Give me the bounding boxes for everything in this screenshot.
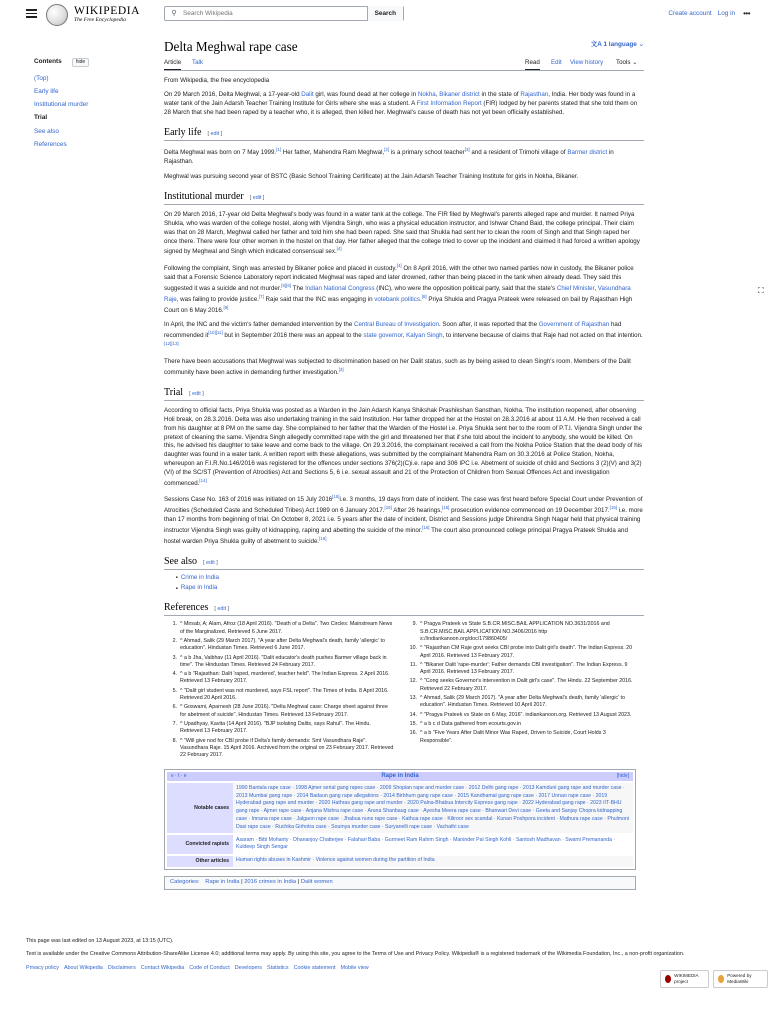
more-options-icon[interactable]: ••• <box>743 9 750 18</box>
text: The <box>291 284 306 292</box>
reference-item <box>404 678 644 693</box>
sidebar-expand-icon[interactable]: ⛶ <box>758 286 764 295</box>
navbox-title[interactable]: Rape in India <box>381 773 419 780</box>
main-menu-icon[interactable] <box>26 9 37 18</box>
reference-number: 2. <box>172 637 177 644</box>
last-edited: This page was last edited on 13 August 2023, at 13:15 (UTC). <box>26 938 174 944</box>
section-edit-link[interactable]: [ edit ] <box>249 194 265 201</box>
reference-text[interactable]: ^ Mirsab, A; Alam, Afroz (18 April 2016). "Death of a Delta". Two Circles: Mainstream News of the Marginalized. Retrieved 6 June 2017. <box>180 621 393 635</box>
reference-number: 10. <box>409 645 417 652</box>
text: Priya Shukla and Pragya Prateek were released on bail by Rajasthan High Court on 6 May 2016. <box>164 295 633 314</box>
translate-icon: 文A <box>590 41 604 48</box>
references-list <box>164 621 644 761</box>
citation[interactable]: [16] <box>422 524 430 530</box>
text: There have been accusations that Meghwal was subjected to discrimination based on her Dalit status, such as by being asked to clean Singh's room. Members of the Dalit community have been active in demanding further investigation. <box>164 358 631 376</box>
reference-number: 12. <box>409 678 417 685</box>
navbox-row <box>167 783 633 833</box>
navbox-group-label: Other articles <box>167 856 233 867</box>
wikimedia-logo[interactable] <box>660 970 709 988</box>
reference-item <box>164 655 404 670</box>
link-dalit[interactable]: Dalit <box>301 91 314 99</box>
text: The court also pronounced college principal Pragya Prateek Shukla and hostel warden Priya Shukla guilty of abetment to suicide. <box>164 526 628 545</box>
link-bikaner-district[interactable]: Bikaner district <box>439 91 480 99</box>
page-footer <box>26 938 726 972</box>
reference-item <box>404 662 644 677</box>
footer-logos <box>656 970 768 988</box>
toc-item-see-also[interactable]: See also <box>34 127 59 135</box>
edit-label: edit <box>210 130 220 137</box>
text: After 26 hearings, <box>391 507 443 515</box>
citation[interactable]: [14] <box>199 477 207 483</box>
page-tabs <box>164 58 644 71</box>
category-links: Categories: Rape in India | 2016 crimes in India | Dalit women <box>164 876 636 890</box>
category-2016-crimes-in-india[interactable]: 2016 crimes in India <box>244 878 297 885</box>
text: girl, was found dead at her college in <box>313 91 418 99</box>
intro-paragraph <box>164 91 644 117</box>
toc-hide-button[interactable]: hide <box>72 58 89 67</box>
heading-text: Early life <box>164 126 202 138</box>
link-rape-in-india[interactable]: Rape in India <box>180 584 218 592</box>
reference-number: 16. <box>409 730 417 737</box>
reference-text[interactable]: ^ Goswami, Aparnesh (28 June 2016). "Delta Meghwal case: Charge sheet against three for abetment of suicide". Hindustan Times. Retrieved 13 February 2017. <box>180 704 388 718</box>
heading-text: See also <box>164 555 198 567</box>
murder-paragraph-2 <box>164 263 644 315</box>
text: (INC), who were the opposition political party, said that the state's <box>374 284 557 292</box>
reference-item <box>164 671 404 686</box>
logo-tagline: The Free Encyclopedia <box>74 17 126 24</box>
reference-number: 11. <box>410 661 417 668</box>
references-column-right <box>404 621 644 761</box>
text: is a primary school teacher <box>389 149 465 157</box>
citation[interactable]: [3] <box>338 366 344 372</box>
section-heading-see-also <box>164 555 644 571</box>
link-kalyan-singh[interactable]: Kalyan Singh <box>406 332 443 340</box>
text: In April, the INC and the victim's father demanded intervention by the <box>164 321 355 329</box>
section-heading-references <box>164 601 644 617</box>
site-header <box>0 0 768 30</box>
edit-label: edit <box>217 605 227 612</box>
footer-link[interactable]: Contact Wikipedia <box>140 964 185 971</box>
citation[interactable]: [15] <box>442 505 450 511</box>
murder-paragraph-3 <box>164 321 644 352</box>
link-government-of-rajasthan[interactable]: Government of Rajasthan <box>538 321 610 329</box>
search-button[interactable]: Search <box>367 6 403 21</box>
murder-paragraph-4 <box>164 358 644 378</box>
navbox-group-label: Convicted rapists <box>167 835 233 854</box>
footer-link[interactable]: Cookie statement <box>293 964 336 971</box>
reference-text[interactable]: ^ a b "Rajasthan: Dalit 'raped, murdered', teacher held". The Indian Express. 2 April 2016. Retrieved 13 February 2017. <box>180 671 390 685</box>
text: , India. Her body was found in a water tank of the Jain Adarsh Teacher Training Institute for Girls where she was a student. A <box>164 91 636 108</box>
navbox-row <box>167 835 633 854</box>
text: . <box>420 295 422 303</box>
navbox-list[interactable]: Asaram · Bitti Mohanty · Dhananjoy Chatterjee · Falahari Baba · Gurmeet Ram Rahim Singh · Maninder Pal Singh Kohli · Santosh Madhavan · Swami Premananda · Kuldeep Singh Sengar <box>236 836 616 851</box>
text: Her father, Mahendra Ram Meghwal, <box>281 149 385 157</box>
link-crime-in-india[interactable]: Crime in India <box>180 574 219 582</box>
wikipedia-globe-icon <box>46 4 68 26</box>
references-column-left <box>164 621 404 761</box>
chevron-down-icon: ⌄ <box>638 41 644 48</box>
navbox-rows <box>167 783 633 866</box>
edit-label: edit <box>206 559 215 566</box>
reference-text[interactable]: ^ "Pragya Prateek vs State on 6 May, 2016". indiankanoon.org. Retrieved 13 August 2023. <box>420 711 632 718</box>
tools-label: Tools <box>616 59 631 66</box>
mediawiki-logo-text: Powered by MediaWiki <box>727 973 752 985</box>
section-heading-early-life <box>164 126 644 142</box>
search-icon: ⚲ <box>171 9 177 17</box>
text: i.e. more than 17 months from beginning of trial. On October 8, 2021 i.e. 5 years after the date of incident, District and Sessions judge Dhirendra Singh Nagar held that physical training instructor Vijendra Singh was guilty of kidnapping, raping and abetting the suicide of the minor. <box>164 507 643 534</box>
text: , was failing to provide justice. <box>176 295 259 303</box>
reference-item <box>404 695 644 710</box>
text: in Rajasthan. <box>164 149 614 166</box>
page-title: Delta Meghwal rape case <box>164 39 298 54</box>
reference-text[interactable]: ^ "Bikaner Dalit 'rape-murder': Father demands CBI investigation". The Indian Express. 9 April 2016. Retrieved 13 February 2017. <box>420 661 628 676</box>
section-heading-trial <box>164 386 644 402</box>
toc-item-early-life[interactable]: Early life <box>34 87 59 95</box>
text: (FIR) lodged by her parents stated that she told them on 28 March that she had been raped by a teacher who, it is alleged, then killed her. Meghwal's cause of death has not yet been officially established. <box>164 100 638 116</box>
text: , to intervene because of claims that Raje had not acted on that intention. <box>442 332 643 340</box>
reference-item <box>404 645 644 660</box>
wikimedia-icon <box>665 975 671 983</box>
link-inc[interactable]: Indian National Congress <box>305 284 375 292</box>
reference-item <box>164 621 404 636</box>
search-box <box>164 6 404 21</box>
citation[interactable]: [12][13] <box>164 341 179 347</box>
reference-text[interactable]: ^ a b c d Data gathered from ecourts.gov.in <box>420 720 522 727</box>
footer-link[interactable]: About Wikipedia <box>63 964 103 971</box>
trial-paragraph-1 <box>164 407 644 488</box>
reference-text[interactable]: ^ a b "Five Years After Dalit Minor Was Raped, Driven to Suicide, Court Holds 3 Responsible". <box>420 730 606 744</box>
section-edit-link[interactable]: [ edit ] <box>189 390 204 397</box>
tab-talk[interactable]: Talk <box>192 59 204 66</box>
text: On 8 April 2016, with the other two named parties now in custody, the Bikaner police said that a Forensic Science Laboratory report indicated Meghwal was raped and later drowned, rather than being placed in the tank when already dead. They said this suggested it was a suicide and not murder. <box>164 265 634 292</box>
link-barmer-district[interactable]: Barmer district <box>567 149 608 157</box>
text: Sessions Case No. 163 of 2016 was initiated on 15 July 2016 <box>164 496 333 504</box>
text: Delta Meghwal was born on 7 May 1999. <box>164 149 277 157</box>
reference-item <box>164 688 404 703</box>
chevron-down-icon: ⌄ <box>632 59 638 66</box>
citation[interactable]: [15] <box>332 494 340 500</box>
tab-article[interactable]: Article <box>164 59 181 70</box>
reference-text[interactable]: ^ Pragya Prateek vs State S.B.CR.MISC.BAIL APPLICATION NO.3631/2016 and S.B.CR.MISC.BAIL APPLICATION NO.3406/2016 http s://indiankanoon.org/doc/179860405/ <box>420 621 610 642</box>
category-rape-in-india[interactable]: Rape in India <box>205 878 240 885</box>
citation[interactable]: [7] <box>258 293 264 299</box>
footer-link[interactable]: Disclaimers <box>107 964 136 971</box>
reference-item <box>404 721 644 728</box>
mediawiki-logo[interactable] <box>713 970 768 988</box>
citation[interactable]: [4] <box>336 246 342 252</box>
logo-wordmark: WIKIPEDIA <box>74 4 141 17</box>
citation[interactable]: [5][6] <box>281 282 292 288</box>
wikipedia-logo[interactable] <box>46 4 140 26</box>
footer-link[interactable]: Mobile view <box>340 964 369 971</box>
tab-view-history[interactable]: View history <box>570 59 604 66</box>
tab-read[interactable]: Read <box>525 59 540 70</box>
murder-paragraph-1 <box>164 211 644 257</box>
reference-number: 4. <box>172 671 177 678</box>
reference-item <box>404 621 644 643</box>
citation[interactable]: [9] <box>223 304 229 310</box>
section-edit-link[interactable]: [ edit ] <box>203 559 218 566</box>
reference-number: 6. <box>172 704 177 711</box>
link-vasundhara-raje[interactable]: Vasundhara Raje <box>164 284 631 303</box>
reference-item <box>404 712 644 719</box>
citation[interactable]: [8] <box>421 293 427 299</box>
heading-text: Trial <box>164 386 184 398</box>
reference-number: 9. <box>412 621 417 628</box>
license-text: Text is available under the Creative Commons Attribution-ShareAlike License 4.0; additional terms may apply. By using this site, you agree to the Terms of Use and Privacy Policy. Wikipedia® is a registered trademark of the Wikimedia Foundation, Inc., a non-profit organization. <box>26 951 685 958</box>
tab-edit[interactable]: Edit <box>551 59 562 66</box>
categories-label[interactable]: Categories: <box>170 878 200 885</box>
link-cbi[interactable]: Central Bureau of Investigation <box>354 321 439 329</box>
reference-number: 14. <box>409 711 417 718</box>
citation[interactable]: [1] <box>276 147 282 153</box>
text: On 29 March 2016, 17-year old Delta Meghwal's body was found in a water tank at the college. The FIR filed by Meghwal's parents alleged rape and murder. It named Priya Shukla, who was warden of the college hostel, along with Vijendra Singh, who was a physical education instructor, and Ishwar Chand Baid, the college principal. Their claim was that on 28 March, Meghwal called her father and told him she had been raped. She said that Shukla had sent her to clean the room of Singh and that Singh raped her once there. There were four other women in the hostel on that day. Her father alleged that the college tried to cover up the incident and claimed it had forced a written apology signed by Meghwal and Singh which indicated consensual sex. <box>164 211 640 256</box>
link-state-governor[interactable]: state governor <box>363 332 403 340</box>
reference-number: 8. <box>172 737 177 744</box>
text: . Soon after, it was reported that the <box>438 321 539 329</box>
edit-label: edit <box>252 194 262 201</box>
text: prosecution evidence commenced on 19 December 2017. <box>449 507 610 515</box>
citation[interactable]: [16] <box>319 535 327 541</box>
text: had recommended it <box>164 321 622 340</box>
table-of-contents <box>34 58 144 154</box>
trial-paragraph-2 <box>164 494 644 546</box>
search-input[interactable] <box>180 10 367 17</box>
navbox-list[interactable]: 1990 Bantala rape case · 1998 Ajmer serial gang rapes case · 2009 Shopian rape and murder case · 2012 Delhi gang rape · 2013 Kamduni gang rape and murder case · 2013 Mumbai gang rape · 2014 Badaun gang rape allegations · 2014 Birbhum gang rape case · 2015 Kandhamal gang rape case · 2017 Unnao rape case · 2019 Hyderabad gang rape and murder · 2020 Hathras gang rape and murder · 2020 Palna-Bhabua Intercity Express gang rape · 2022 Hyderabad gang rape · 2023 IIT-BHU gang rape · Ajmer rape case · Anjana Mishra rape case · Aruna Shanbaug case · Ayesha Meera rape case · Bhanwari Devi case · Geeta and Sanjay Chopra kidnapping case · Imrana rape case · Jalgaon rape case · Jhabua nuns rape case · Kathua rape case · Kiliroor sex scandal · Kunan Poshpora incident · Mathura rape case · Phulmoni Dasi rape case · Ruchika Girhotra case · Soumya murder case · Suryanelli rape case · Vachathi case <box>233 783 633 833</box>
early-life-paragraph-1 <box>164 147 644 167</box>
navbox-hide-button[interactable]: [hide] <box>616 773 629 780</box>
reference-number: 5. <box>172 687 177 694</box>
link-fir[interactable]: First Information Report <box>416 100 482 108</box>
reference-number: 13. <box>409 695 417 702</box>
text: , <box>402 332 407 340</box>
toc-item-trial[interactable]: Trial <box>34 114 48 122</box>
reference-number: 7. <box>172 720 177 727</box>
footer-links <box>26 965 726 972</box>
text: , <box>435 91 440 99</box>
navbox-row <box>167 856 633 867</box>
text: and a resident of Trimohi village of <box>469 149 568 157</box>
footer-link[interactable]: Code of Conduct <box>189 964 230 971</box>
footer-link[interactable]: Privacy policy <box>26 964 59 971</box>
toc-item-references[interactable]: References <box>34 140 67 148</box>
citation[interactable]: [10][11] <box>208 330 223 336</box>
citation[interactable]: [4] <box>396 263 402 269</box>
reference-text[interactable]: ^ "Dalit girl student was not murdered, says FSL report". The Times of India. 8 April 2016. Retrieved 20 April 2016. <box>180 687 389 702</box>
section-heading-institutional-murder <box>164 190 644 206</box>
toc-item-institutional-murder[interactable]: Institutional murder <box>34 101 89 109</box>
toc-heading: Contents <box>34 58 62 66</box>
text: , <box>594 284 598 292</box>
section-edit-link[interactable]: [ edit ] <box>214 605 230 612</box>
reference-text[interactable]: ^ "Cong seeks Governor's intervention in Dalit girl's case". The Hindu. 22 September 2016. Retrieved 22 February 2017. <box>420 678 633 692</box>
navbox-rape-in-india <box>164 769 636 869</box>
text: i.e. 3 months, 19 days from date of incident. The case was first heard before Special Court under Prevention of Atrocities (Scheduled Caste and Scheduled Tribes) Act 1989 on 6 January 2017. <box>164 496 643 515</box>
reference-item <box>404 730 644 745</box>
early-life-paragraph-2: Meghwal was pursuing second year of BSTC (Basic School Training Certificate) at the Jain Adarsh Teacher Training Institute for girls in Nokha, Bikaner. <box>164 172 579 180</box>
log-in-link[interactable]: Log in <box>717 10 736 18</box>
citation[interactable]: [3] <box>464 147 470 153</box>
navbox-list[interactable]: Human rights abuses in Kashmir · Violence against women during the partition of India <box>233 856 633 867</box>
text: On 29 March 2016, Delta Meghwal, a 17-year-old <box>164 91 302 99</box>
link-votebank-politics[interactable]: votebank politics <box>374 295 420 303</box>
footer-link[interactable]: Statistics <box>266 964 289 971</box>
reference-text[interactable]: ^ "Will give nod for CBI probe if Delta's family demands: Smt Vasundhara Raje". Vasundhara Raje. 15 April 2016. Archived from the original on 23 February 2017. Retrieved 22 February 2017. <box>180 737 394 759</box>
footer-link[interactable]: Developers <box>234 964 262 971</box>
article-content <box>164 38 644 890</box>
mediawiki-icon <box>718 975 724 983</box>
reference-item <box>164 704 404 719</box>
tab-tools[interactable] <box>616 59 637 67</box>
language-count: 1 language <box>603 41 637 48</box>
citation[interactable]: [15] <box>609 505 617 511</box>
wikimedia-logo-text: WIKIMEDIA project <box>674 973 699 985</box>
link-chief-minister[interactable]: Chief Minister <box>556 284 595 292</box>
reference-text[interactable]: ^ a b Jha, Vaibhav (11 April 2016). "Dalit educator's death pushes Barmer village back in time". The Hindustan Times. Retrieved 24 February 2017. <box>180 654 387 668</box>
text: Raje said that the INC was engaging in <box>263 295 375 303</box>
toc-item-top[interactable]: (Top) <box>34 74 49 82</box>
navbox-vte-links[interactable]: v · t · e <box>171 773 187 780</box>
language-button[interactable] <box>591 41 644 50</box>
link-rajasthan[interactable]: Rajasthan <box>520 91 549 99</box>
reference-item <box>164 638 404 653</box>
reference-text[interactable]: ^ Upadhyay, Kavita (14 April 2016). "BJP isolating Dalits, says Rahul". The Hindu. Retrieved 13 February 2017. <box>180 720 371 735</box>
citation[interactable]: [15] <box>384 505 392 511</box>
user-links <box>662 9 750 20</box>
reference-number: 3. <box>172 654 177 661</box>
reference-text[interactable]: ^ "Rajasthan CM Raje govt seeks CBI probe into Dalit girl's death". The Indian Express. 20 April 2016. Retrieved 13 February 2017. <box>420 645 633 659</box>
category-dalit-women[interactable]: Dalit women <box>300 878 333 885</box>
navbox-group-label: Notable cases <box>167 783 233 833</box>
list-item <box>176 584 644 592</box>
site-sub: From Wikipedia, the free encyclopedia <box>164 77 270 84</box>
reference-text[interactable]: ^ Ahmad, Salik (29 March 2017). "A year after Delta Meghwal's death, family 'allergic' to education". Hindustan Times. Retrieved 10 April 2017. <box>420 695 625 709</box>
create-account-link[interactable]: Create account <box>668 10 712 18</box>
reference-number: 15. <box>409 720 417 727</box>
reference-item <box>164 721 404 736</box>
link-nokha[interactable]: Nokha <box>417 91 436 99</box>
edit-label: edit <box>192 390 201 397</box>
section-edit-link[interactable]: [ edit ] <box>207 130 223 137</box>
text: Following the complaint, Singh was arrested by Bikaner police and placed in custody. <box>164 265 397 273</box>
heading-text: Institutional murder <box>164 190 244 202</box>
reference-number: 1. <box>172 621 177 628</box>
text: but in September 2016 there was an appeal to the <box>222 332 364 340</box>
see-also-list <box>176 574 644 593</box>
heading-text: References <box>164 601 209 613</box>
text: According to official facts, Priya Shukla was posted as a Warden in the Jain Adarsh Kanya Shikshak Prashikshan Sansthan, Nokha. The institution reopened, after observing Holi break, on 28.3.2016. Delta was also undertaking training in the said Institution. Her father dropped her at the Hostel on 28.3.2016 at about 11 A.M. He then received a call from his daughter at 8 PM on the same day. She complained to her father that the Warden of the Hostel i.e. Priya Shukla sent her to the room of P.T.I. Vijendra Singh under the pretext of cleaning the same. Vijendra Singh allegedly committed rape with the girl and threatened her that if she told about the incident to anybody, she would be killed. On this, he advised his daughter to take leave and come back to the village. On 29.3.2016, the complainant received a call from the Nokha Police Station that the dead body of his daughter was found in a water tank. A written report with these allegations, was submitted by the complainant Mahendra Ram on 30.3.2016 at Police Station, Nokha, whereupon an F.I.R.No.146/2016 was registered for the offences under sections 376(2)(C)i.e. rape and 306 IPC i.e. Abetment of suicide of child and Sections 3 (2)(V) and 3(2)(VI) of the SC/ST (Prevention of Atrocities) Act and Sections 5, 6 i.e. sexual assault and 21 of the Protection of Children from Sexual Offences Act and investigation commenced. <box>164 407 643 487</box>
text: in the state of <box>479 91 521 99</box>
reference-text[interactable]: ^ Ahmad, Salik (29 March 2017). "A year after Delta Meghwal's death, family 'allergic' to education". Hindustan Times. Retrieved 6 June 2017. <box>180 637 385 652</box>
list-item <box>176 574 644 582</box>
reference-item <box>164 738 404 760</box>
citation[interactable]: [2] <box>384 147 390 153</box>
